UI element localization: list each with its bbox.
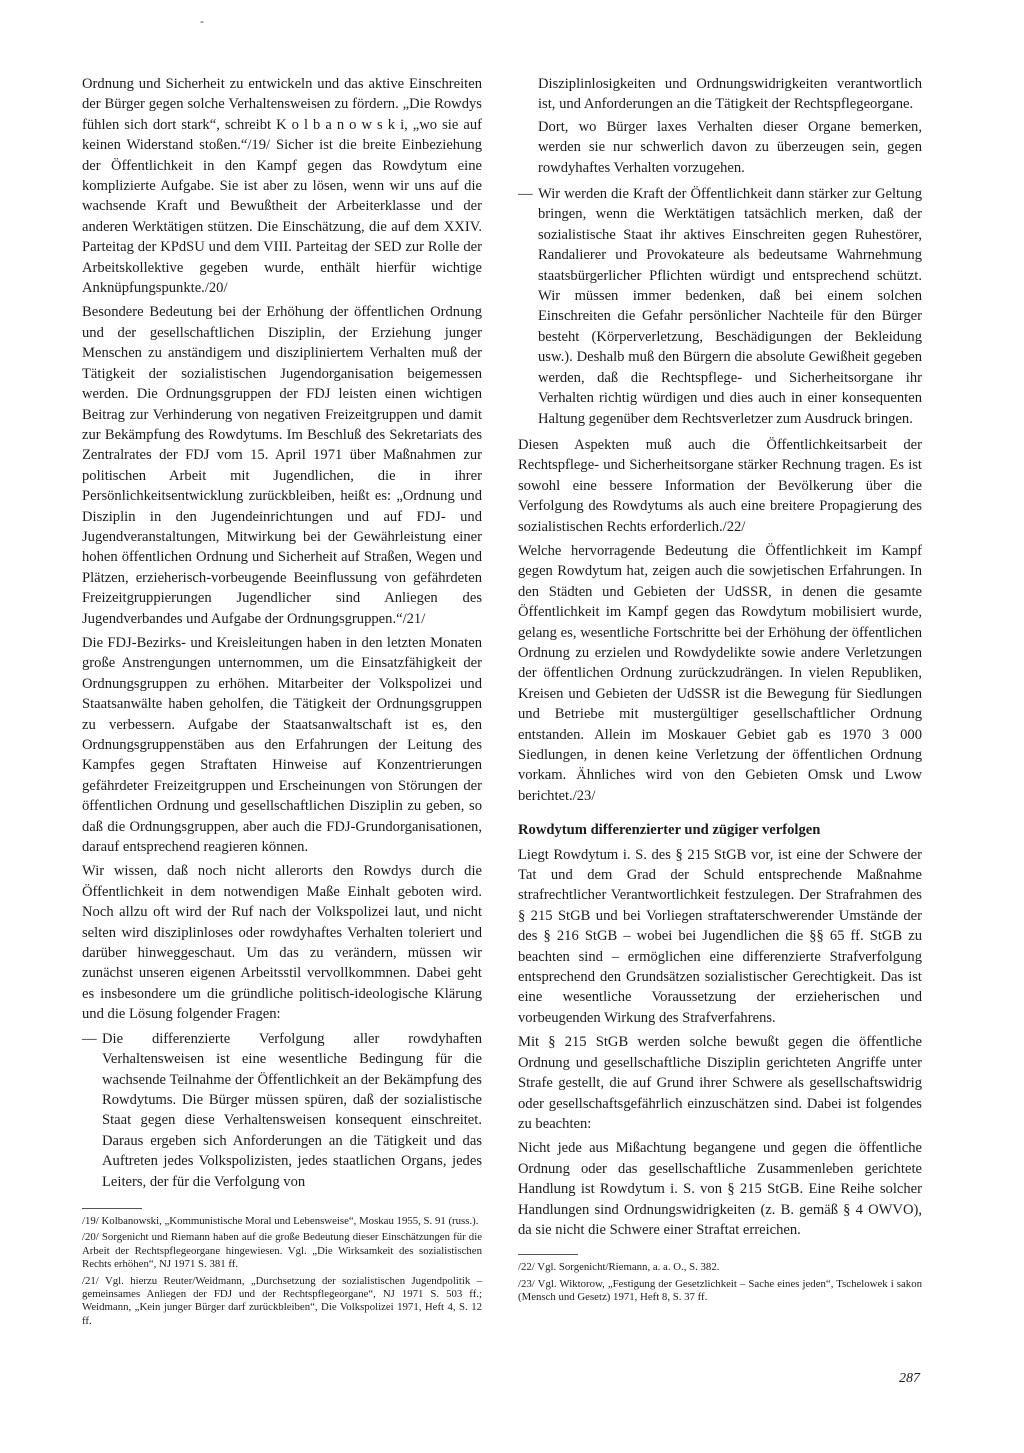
dash-list-item-continued bbox=[518, 74, 922, 180]
left-column bbox=[82, 74, 482, 1331]
paragraph: Liegt Rowdytum i. S. des § 215 StGB vor, ist eine der Schwere der Tat und dem Grad der Schuld entsprechende Maßnahme strafrechtlicher Verantwortlichkeit festzulegen. Der Strafrahmen des § 215 StGB und bei Vorliegen straftaterschwerender Umstände der des § 216 StGB – wobei bei Jugendlichen die §§ 65 ff. StGB zu beachten sind – ermöglichen eine differenzierte Strafverfolgung entsprechend den Grundsätzen sozialistischer Gerechtigkeit. Das ist eine wesentliche Voraussetzung der erzieherischen und vorbeugenden Wirkung des Strafverfahrens. bbox=[518, 846, 922, 1026]
footnote-divider bbox=[82, 1208, 142, 1209]
dash-bullet: — bbox=[518, 186, 533, 203]
footnote: /21/ Vgl. hierzu Reuter/Weidmann, „Durchsetzung der sozialistischen Jugendpolitik – gemeinsames Anliegen der FDJ und der Rechtspflegeorgane“, NJ 1971 S. 503 ff.; Weidmann, „Kein junger Bürger darf zurückbleiben“, Die Volkspolizei 1971, Heft 4, S. 12 ff. bbox=[82, 1274, 482, 1327]
right-column bbox=[518, 74, 922, 1308]
paragraph: Mit § 215 StGB werden solche bewußt gegen die öffentliche Ordnung und gesellschaftliche Disziplin gerichteten Angriffe unter Strafe gestellt, die auf Grund ihrer Schwere als gesellschaftswidrig oder gesellschaftsgefährlich einzuschätzen sind. Dabei ist folgendes zu beachten: bbox=[518, 1034, 922, 1132]
paragraph: Welche hervorragende Bedeutung die Öffentlichkeit im Kampf gegen Rowdytum hat, zeigen auch die sowjetischen Erfahrungen. In den Städten und Gebieten der UdSSR, in denen die gesamte Öffentlichkeit im Kampf gegen das Rowdytum mobilisiert wurde, gelang es, wesentliche Fortschritte bei der Erhöhung der öffentlichen Ordnung zu erzielen und Rowdydelikte sowie andere Verletzungen der öffentlichen Ordnung zurückzudrängen. In vielen Republiken, Kreisen und Gebieten der UdSSR ist die Bewegung für Siedlungen und Betriebe mit mustergültiger gesellschaftlicher Ordnung entstanden. Allein im Moskauer Gebiet gab es 1970 3 000 Siedlungen, in denen keine Verletzung der öffentlichen Ordnung vorkam. Ähnliches wird von den Gebieten Omsk und Lwow berichtet./23/ bbox=[518, 542, 922, 804]
paragraph: Besondere Bedeutung bei der Erhöhung der öffentlichen Ordnung und der gesellschaftlichen Disziplin, der Erziehung junger Menschen zu anständigem und diszipliniertem Verhalten muß der Tätigkeit der sozialistischen Jugendorganisation beigemessen werden. Die Ordnungsgruppen der FDJ leisten einen wichtigen Beitrag zur Verhinderung von negativen Freizeitgruppen und damit zur Bekämpfung des Rowdytums. Im Beschluß des Sekretariats des Zentralrates der FDJ vom 15. April 1971 über Maßnahmen zur politischen Arbeit mit Jugendlichen, die in ihrer Persönlichkeitsentwicklung zurückbleiben, heißt es: „Ordnung und Disziplin in den Jugendeinrichtungen und auf FDJ- und Jugendveranstaltungen, Mitwirkung bei der Gewährleistung einer hohen öffentlichen Ordnung und Sicherheit auf Straßen, Wegen und Plätzen, erzieherisch-vorbeugende Beeinflussung von gefährdeten Freizeitgruppierungen Jugendlicher sind Anliegen des Jugendverbandes und Aufgabe der Ordnungsgruppen.“/21/ bbox=[82, 304, 482, 627]
footnote: /20/ Sorgenicht und Riemann haben auf die große Bedeutung dieser Einschätzungen für die Arbeit der Rechtspflegeorgane hingewiesen. Vgl. „Die Wirksamkeit des sozialistischen Rechts erhöhen“, NJ 1971 S. 381 ff. bbox=[82, 1231, 482, 1271]
margin-mark: - bbox=[200, 14, 204, 28]
paragraph: Ordnung und Sicherheit zu entwickeln und das aktive Einschreiten der Bürger gegen solche Verhaltensweisen zu fördern. „Die Rowdys fühlen sich dort stark“, schreibt K o l b a n o w s k i, „wo sie auf keinen Widerstand stoßen.“/19/ Sicher ist die breite Einbeziehung der Öffentlichkeit in den Kampf gegen das Rowdytum eine komplizierte Aufgabe. Sie ist aber zu lösen, wenn wir uns auf die wachsende Kraft und Bewußtheit der Arbeiterklasse und der anderen Werktätigen stützen. Die Einschätzung, die auf dem XXIV. Parteitag der KPdSU und dem VIII. Parteitag der SED zur Rolle der Arbeitskollektive gegeben wurde, enthält hierfür wichtige Anknüpfungspunkte./20/ bbox=[82, 76, 482, 297]
dash-bullet: — bbox=[82, 1030, 97, 1047]
paragraph: Diesen Aspekten muß auch die Öffentlichkeitsarbeit der Rechtspflege- und Sicherheitsorgane stärker Rechnung tragen. Es ist sowohl eine bessere Information der Bevölkerung über die Verfolgung des Rowdytums als auch eine breitere Propagierung des sozialistischen Rechts erforderlich./22/ bbox=[518, 436, 922, 535]
paragraph: Die FDJ-Bezirks- und Kreisleitungen haben in den letzten Monaten große Anstrengungen unternommen, um die Einsatzfähigkeit der Ordnungsgruppen zu erhöhen. Mitarbeiter der Volkspolizei und Staatsanwälte haben geholfen, die Tätigkeit der Ordnungsgruppen zu verbessern. Aufgabe der Staatsanwaltschaft ist es, den Ordnungsgruppenstäben aus den Erfahrungen der Leitung des Kampfes gegen Straftaten Hinweise auf Konzentrierungen gefährdeter Freizeitgruppen und Erscheinungen von Störungen der öffentlichen Ordnung und gesellschaftlichen Disziplin zu geben, so daß die Ordnungsgruppen, aber auch die FDJ-Grundorganisationen, darauf entsprechend reagieren können. bbox=[82, 634, 482, 856]
dash-list-item bbox=[518, 184, 922, 431]
dash-item-text: Dort, wo Bürger laxes Verhalten dieser Organe bemerken, werden sie nur schwerlich davon zu überzeugen sein, gegen rowdyhaftes Verhalten vorzugehen. bbox=[538, 118, 922, 176]
dash-item-text: Disziplinlosigkeiten und Ordnungswidrigkeiten verantwortlich ist, und Anforderungen an die Tätigkeit der Rechtspflegeorgane. bbox=[538, 76, 922, 113]
paragraph: Nicht jede aus Mißachtung begangene und gegen die öffentliche Ordnung oder das gesellschaftliche Zusammenleben gerichtete Handlung ist Rowdytum i. S. von § 215 StGB. Eine Reihe solcher Handlungen sind Ordnungswidrigkeiten (z. B. gemäß § 4 OWVO), da sie nicht die Schwere einer Straftat erreichen. bbox=[518, 1140, 922, 1238]
section-heading: Rowdytum differenzierter und zügiger verfolgen bbox=[518, 822, 821, 839]
dash-item-text: Wir werden die Kraft der Öffentlichkeit dann stärker zur Geltung bringen, wenn die Werktätigen tatsächlich merken, daß der sozialistische Staat ihr aktives Einschreiten gegen Ruhestörer, Randalierer und Provokateure als bedeutsame Wahrnehmung staatsbürgerlicher Pflichten würdigt und entsprechend schützt. Wir müssen immer bedenken, daß bei einem solchen Einschreiten die Gefahr persönlicher Nachteile für den Bürger besteht (Körperverletzung, Beschädigungen der Bekleidung usw.). Deshalb muß den Bürgern die absolute Gewißheit gegeben werden, daß die Rechtspflege- und Sicherheitsorgane ihr Verhalten richtig würdigen und dies auch in einer konsequenten Haltung gegenüber dem Rechtsverletzer zum Ausdruck bringen. bbox=[538, 186, 922, 427]
footnote: /22/ Vgl. Sorgenicht/Riemann, a. a. O., S. 382. bbox=[518, 1261, 720, 1274]
footnote: /19/ Kolbanowski, „Kommunistische Moral und Lebensweise“, Moskau 1955, S. 91 (russ.). bbox=[82, 1214, 479, 1227]
footnote: /23/ Vgl. Wiktorow, „Festigung der Gesetzlichkeit – Sache eines jeden“, Tschelowek i sakon (Mensch und Gesetz) 1971, Heft 8, S. 37 ff. bbox=[518, 1277, 922, 1304]
page-number: 287 bbox=[899, 1371, 920, 1386]
paragraph: Wir wissen, daß noch nicht allerorts den Rowdys durch die Öffentlichkeit in dem notwendigen Maße Einhalt geboten wird. Noch allzu oft wird der Ruf nach der Volkspolizei laut, und nicht selten wird disziplinloses oder rowdyhaftes Verhalten toleriert und darüber hinweggeschaut. Um das zu verändern, müssen wir zunächst unseren eigenen Arbeitsstil vervollkommnen. Dabei geht es insbesondere um die gründliche politisch-ideologische Klärung und die Lösung folgender Fragen: bbox=[82, 863, 482, 1023]
dash-item-text: Die differenzierte Verfolgung aller rowdyhaften Verhaltensweisen ist eine wesentliche Bedingung für die wachsende Teilnahme der Öffentlichkeit an der Bekämpfung des Rowdytums. Die Bürger müssen spüren, daß der sozialistische Staat gegen diese Verhaltensweisen konsequent einschreitet. Daraus ergeben sich Anforderungen an die Tätigkeit und das Auftreten jedes Volkspolizisten, jedes staatlichen Organs, jedes Leiters, der für die Verfolgung von bbox=[102, 1030, 482, 1190]
footnote-divider bbox=[518, 1254, 578, 1255]
dash-list-item bbox=[82, 1029, 482, 1194]
